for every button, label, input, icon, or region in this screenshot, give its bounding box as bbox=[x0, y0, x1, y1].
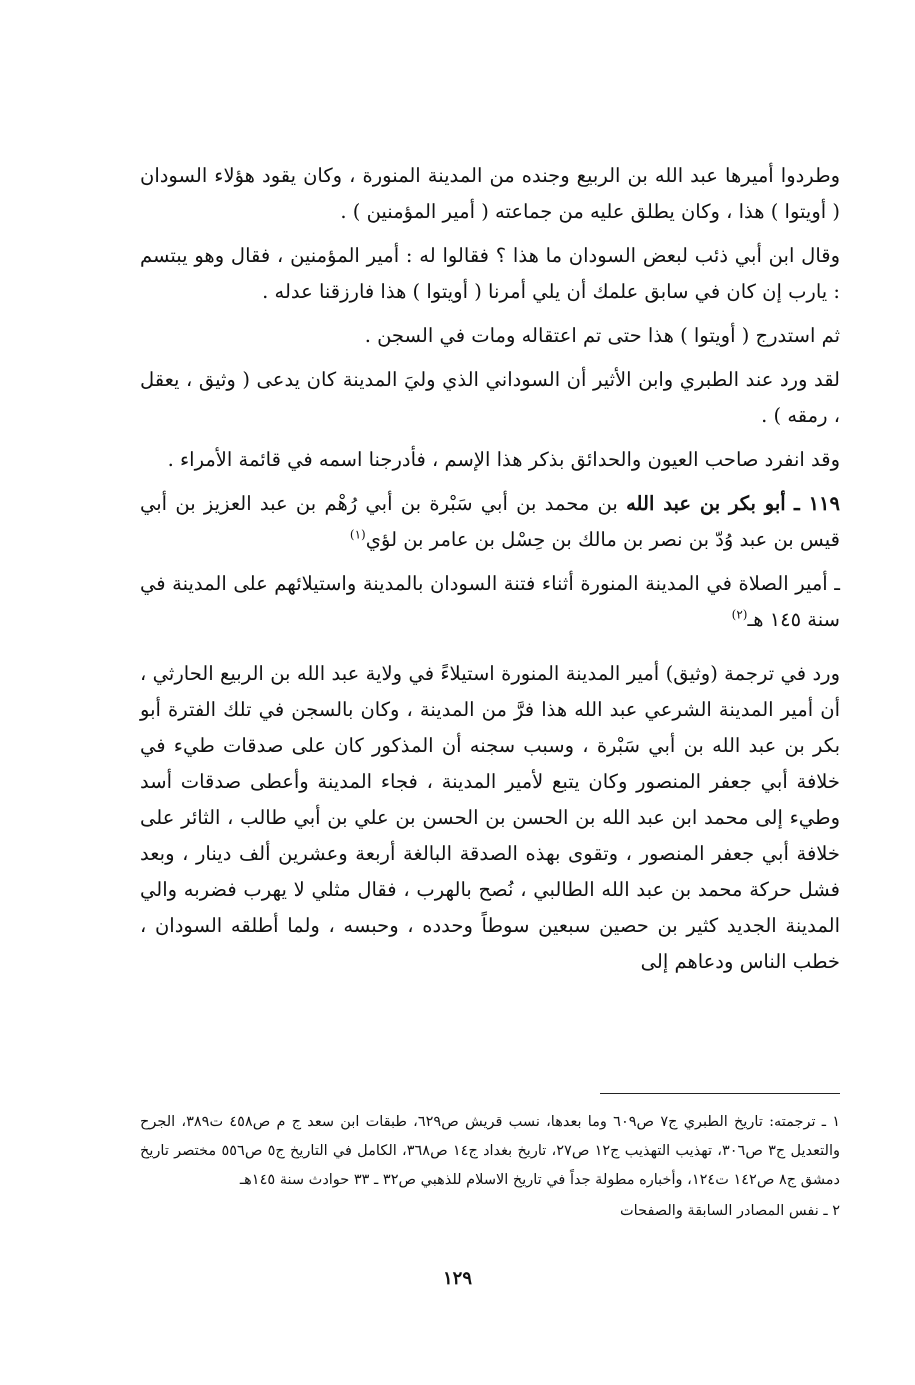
entry-number: ١١٩ ـ bbox=[794, 492, 840, 515]
entry-description-text: ـ أمير الصلاة في المدينة المنورة أثناء فتنة السودان بالمدينة واستيلائهم على المدينة في سنة ١٤٥ هـ bbox=[140, 572, 840, 631]
entry-heading bbox=[140, 486, 840, 558]
entry-description bbox=[140, 566, 840, 638]
footnote-2: ٢ ـ نفس المصادر السابقة والصفحات bbox=[620, 1203, 840, 1219]
footnote-ref-2: (٢) bbox=[731, 607, 748, 622]
paragraph-2: وقال ابن أبي ذئب لبعض السودان ما هذا ؟ فقالوا له : أمير المؤمنين ، فقال وهو يبتسم : يارب إن كان في سابق علمك أن يلي أمرنا ( أويتوا ) هذا فارزقنا عدله . bbox=[140, 244, 840, 303]
paragraph-1: وطردوا أميرها عبد الله بن الربيع وجنده من المدينة المنورة ، وكان يقود هؤلاء السودان ( أويتوا ) هذا ، وكان يطلق عليه من جماعته ( أمير المؤمنين ) . bbox=[140, 164, 840, 223]
footnote-ref-1: (١) bbox=[349, 527, 366, 542]
paragraph-4: لقد ورد عند الطبري وابن الأثير أن السوداني الذي وليَ المدينة كان يدعى ( وثيق ، يعقل ، رمقه ) . bbox=[140, 368, 840, 427]
long-paragraph: ورد في ترجمة (وثيق) أمير المدينة المنورة استيلاءً في ولاية عبد الله بن الربيع الحارثي ، أن أمير المدينة الشرعي عبد الله هذا فرَّ من المدينة ، وكان بالسجن في تلك الفترة أبو بكر بن عبد الله بن أبي سَبْرة ، وسبب سجنه أن المذكور كان على صدقات طيء في خلافة أبي جعفر المنصور وكان يتبع لأمير المدينة ، فجاء المدينة وأعطى صدقات أسد وطيء إلى محمد ابن عبد الله بن الحسن بن الحسن بن علي بن أبي طالب ، الثائر على خلافة أبي جعفر المنصور ، وتقوى بهذه الصدقة البالغة أربعة وعشرين ألف دينار ، وبعد فشل حركة محمد بن عبد الله الطالبي ، نُصح بالهرب ، فقال مثلي لا يهرب فضربه والي المدينة الجديد كثير بن حصين سبعين سوطاً وحدده ، وحبسه ، ولما أطلقه السودان ، خطب الناس ودعاهم إلى bbox=[140, 662, 840, 973]
page-number: ١٢٩ bbox=[442, 1268, 472, 1289]
paragraph-3: ثم استدرج ( أويتوا ) هذا حتى تم اعتقاله ومات في السجن . bbox=[364, 324, 840, 347]
footnotes bbox=[140, 1108, 840, 1228]
entry-name: أبو بكر بن عبد الله bbox=[626, 492, 786, 515]
paragraph-5: وقد انفرد صاحب العيون والحدائق بذكر هذا الإسم ، فأدرجنا اسمه في قائمة الأمراء . bbox=[167, 448, 840, 471]
footnote-1: ١ ـ ترجمته: تاريخ الطبري ج٧ ص٦٠٩ وما بعدها، نسب قريش ص٦٢٩، طبقات ابن سعد ج م ص٤٥٨ ت٣٨٩، الجرح والتعديل ج٣ ص٣٠٦، تهذيب التهذيب ج١٢ ص٢٧، تاريخ بغداد ج١٤ ص٣٦٨، الكامل في التاريخ ج٥ ص٥٥٦ مختصر تاريخ دمشق ج٨ ص١٤٢ ت١٢٤، وأخباره مطولة جداً في تاريخ الاسلام للذهبي ص٣٢ ـ ٣٣ حوادث سنة ١٤٥هـ bbox=[140, 1114, 841, 1188]
main-text bbox=[140, 158, 840, 988]
entry-lineage: بن محمد بن أبي سَبْرة بن أبي رُهْم بن عبد العزيز بن أبي قيس بن عبد وُدّ بن نصر بن مالك بن حِسْل بن عامر بن لؤي bbox=[140, 492, 840, 551]
footnote-separator bbox=[600, 1093, 840, 1094]
